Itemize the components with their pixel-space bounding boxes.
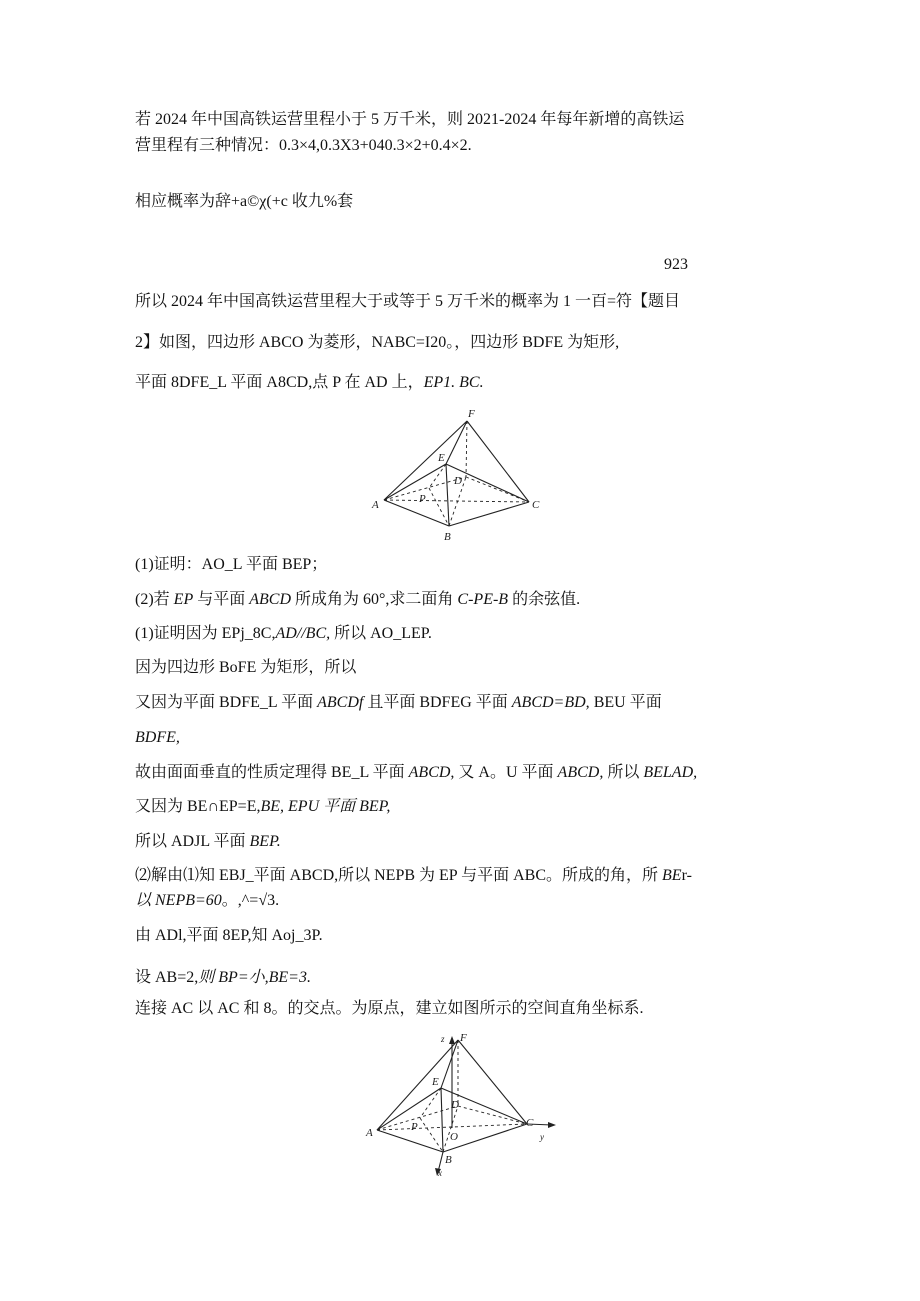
origin-label-o: O <box>450 1131 458 1143</box>
text-run: ABCD=BD, <box>511 694 590 711</box>
vertex-label-c: C <box>526 1117 534 1129</box>
text-run: ⑵解由⑴知 EBJ_平面 ABCD,所以 NEPB 为 EP 与平面 ABC。所成的角，所 <box>135 867 663 884</box>
text-line <box>135 763 697 783</box>
vertex-label-d: D <box>454 475 462 487</box>
text-run: ABCD, <box>408 764 455 781</box>
text-line <box>135 590 580 610</box>
text-run: BEU 平面 <box>589 694 662 711</box>
vertex-label-b: B <box>444 531 451 543</box>
vertex-label-d: D <box>451 1099 459 1111</box>
vertex-label-c: C <box>532 499 540 511</box>
text-line: BDFE, <box>135 729 180 746</box>
text-run: 所以 <box>603 764 644 781</box>
text-line: 营里程有三种情况：0.3×4,0.3X3+040.3×2+0.4×2. <box>135 137 472 154</box>
text-run: 又因为平面 BDFE_L 平面 <box>135 694 318 711</box>
text-run: 所以 ADJL 平面 <box>135 833 250 850</box>
vertex-label-e: E <box>438 452 445 464</box>
axis-label-z: z <box>441 1034 445 1044</box>
text-line <box>135 373 484 393</box>
axis-label-x: x <box>438 1168 442 1178</box>
text-run: 以 NEPB=60 <box>135 892 222 909</box>
text-line: 由 ADl,平面 8EP,知 Aoj_3P. <box>135 927 323 944</box>
vertex-label-p: P <box>419 493 426 505</box>
text-run: r- <box>681 867 692 884</box>
text-line <box>135 891 279 911</box>
text-run: 所以 AO_LEP. <box>330 625 432 642</box>
text-run: 的余弦值. <box>508 591 581 608</box>
text-run: BE <box>662 867 682 884</box>
vertex-label-a: A <box>372 499 379 511</box>
text-run: C-PE-B <box>457 591 509 608</box>
text-run: (2)若 <box>135 591 174 608</box>
text-line <box>135 693 662 713</box>
vertex-label-e: E <box>432 1076 439 1088</box>
text-run: 故由面面垂直的性质定理得 BE_L 平面 <box>135 764 409 781</box>
text-line <box>135 624 432 644</box>
text-run: 则 BP=小,BE=3. <box>198 969 311 986</box>
text-run: ABCDf <box>317 694 364 711</box>
text-run: AD//BC, <box>275 625 331 642</box>
text-run: BEP. <box>249 833 281 850</box>
text-line: 因为四边形 BoFE 为矩形，所以 <box>135 659 357 676</box>
text-run: 且平面 BDFEG 平面 <box>363 694 512 711</box>
text-line: 连接 AC 以 AC 和 8。的交点。为原点，建立如图所示的空间直角坐标系. <box>135 1000 644 1017</box>
vertex-label-f: F <box>468 408 475 420</box>
figure-coordinate-pyramid <box>360 1030 560 1178</box>
text-run: ABCD, <box>557 764 604 781</box>
text-line: 相应概率为辞+a©χ(+c 收九%套 <box>135 193 354 210</box>
text-line <box>135 866 692 886</box>
vertex-label-f: F <box>460 1032 467 1044</box>
vertex-label-b: B <box>445 1154 452 1166</box>
text-line: 若 2024 年中国高铁运营里程小于 5 万千米，则 2021-2024 年每年新增的高铁运 <box>135 111 685 128</box>
text-line: 所以 2024 年中国高铁运营里程大于或等于 5 万千米的概率为 1 一百=符【题目 <box>135 293 681 310</box>
text-run: 又因为 BE∩EP=E, <box>135 798 261 815</box>
figure-pyramid <box>368 406 548 546</box>
text-run: BE, EPU 平面 BEP, <box>260 798 391 815</box>
axis-label-y: y <box>540 1132 544 1142</box>
vertex-label-a: A <box>366 1127 373 1139</box>
page-number: 923 <box>664 256 688 273</box>
text-run: 设 AB=2, <box>135 969 199 986</box>
text-run: EP <box>173 591 194 608</box>
text-run: 平面 8DFE_L 平面 A8CD,点 P 在 AD 上， <box>135 374 424 391</box>
text-run: EP1. BC. <box>423 374 484 391</box>
text-run: 与平面 <box>193 591 250 608</box>
text-line: 2】如图，四边形 ABCO 为菱形，NABC=I20。，四边形 BDFE 为矩形, <box>135 334 620 351</box>
text-line: (1)证明：AO_L 平面 BEP； <box>135 556 328 573</box>
text-run: BELAD, <box>643 764 698 781</box>
text-run: 所成角为 60°,求二面角 <box>291 591 458 608</box>
text-line <box>135 968 311 988</box>
text-run: 又 A。U 平面 <box>454 764 558 781</box>
text-line <box>135 797 390 817</box>
text-run: (1)证明因为 EPj_8C, <box>135 625 276 642</box>
vertex-label-p: P <box>411 1121 418 1133</box>
text-line <box>135 832 281 852</box>
text-run: 。,^=√3. <box>221 892 280 909</box>
text-run: ABCD <box>249 591 292 608</box>
